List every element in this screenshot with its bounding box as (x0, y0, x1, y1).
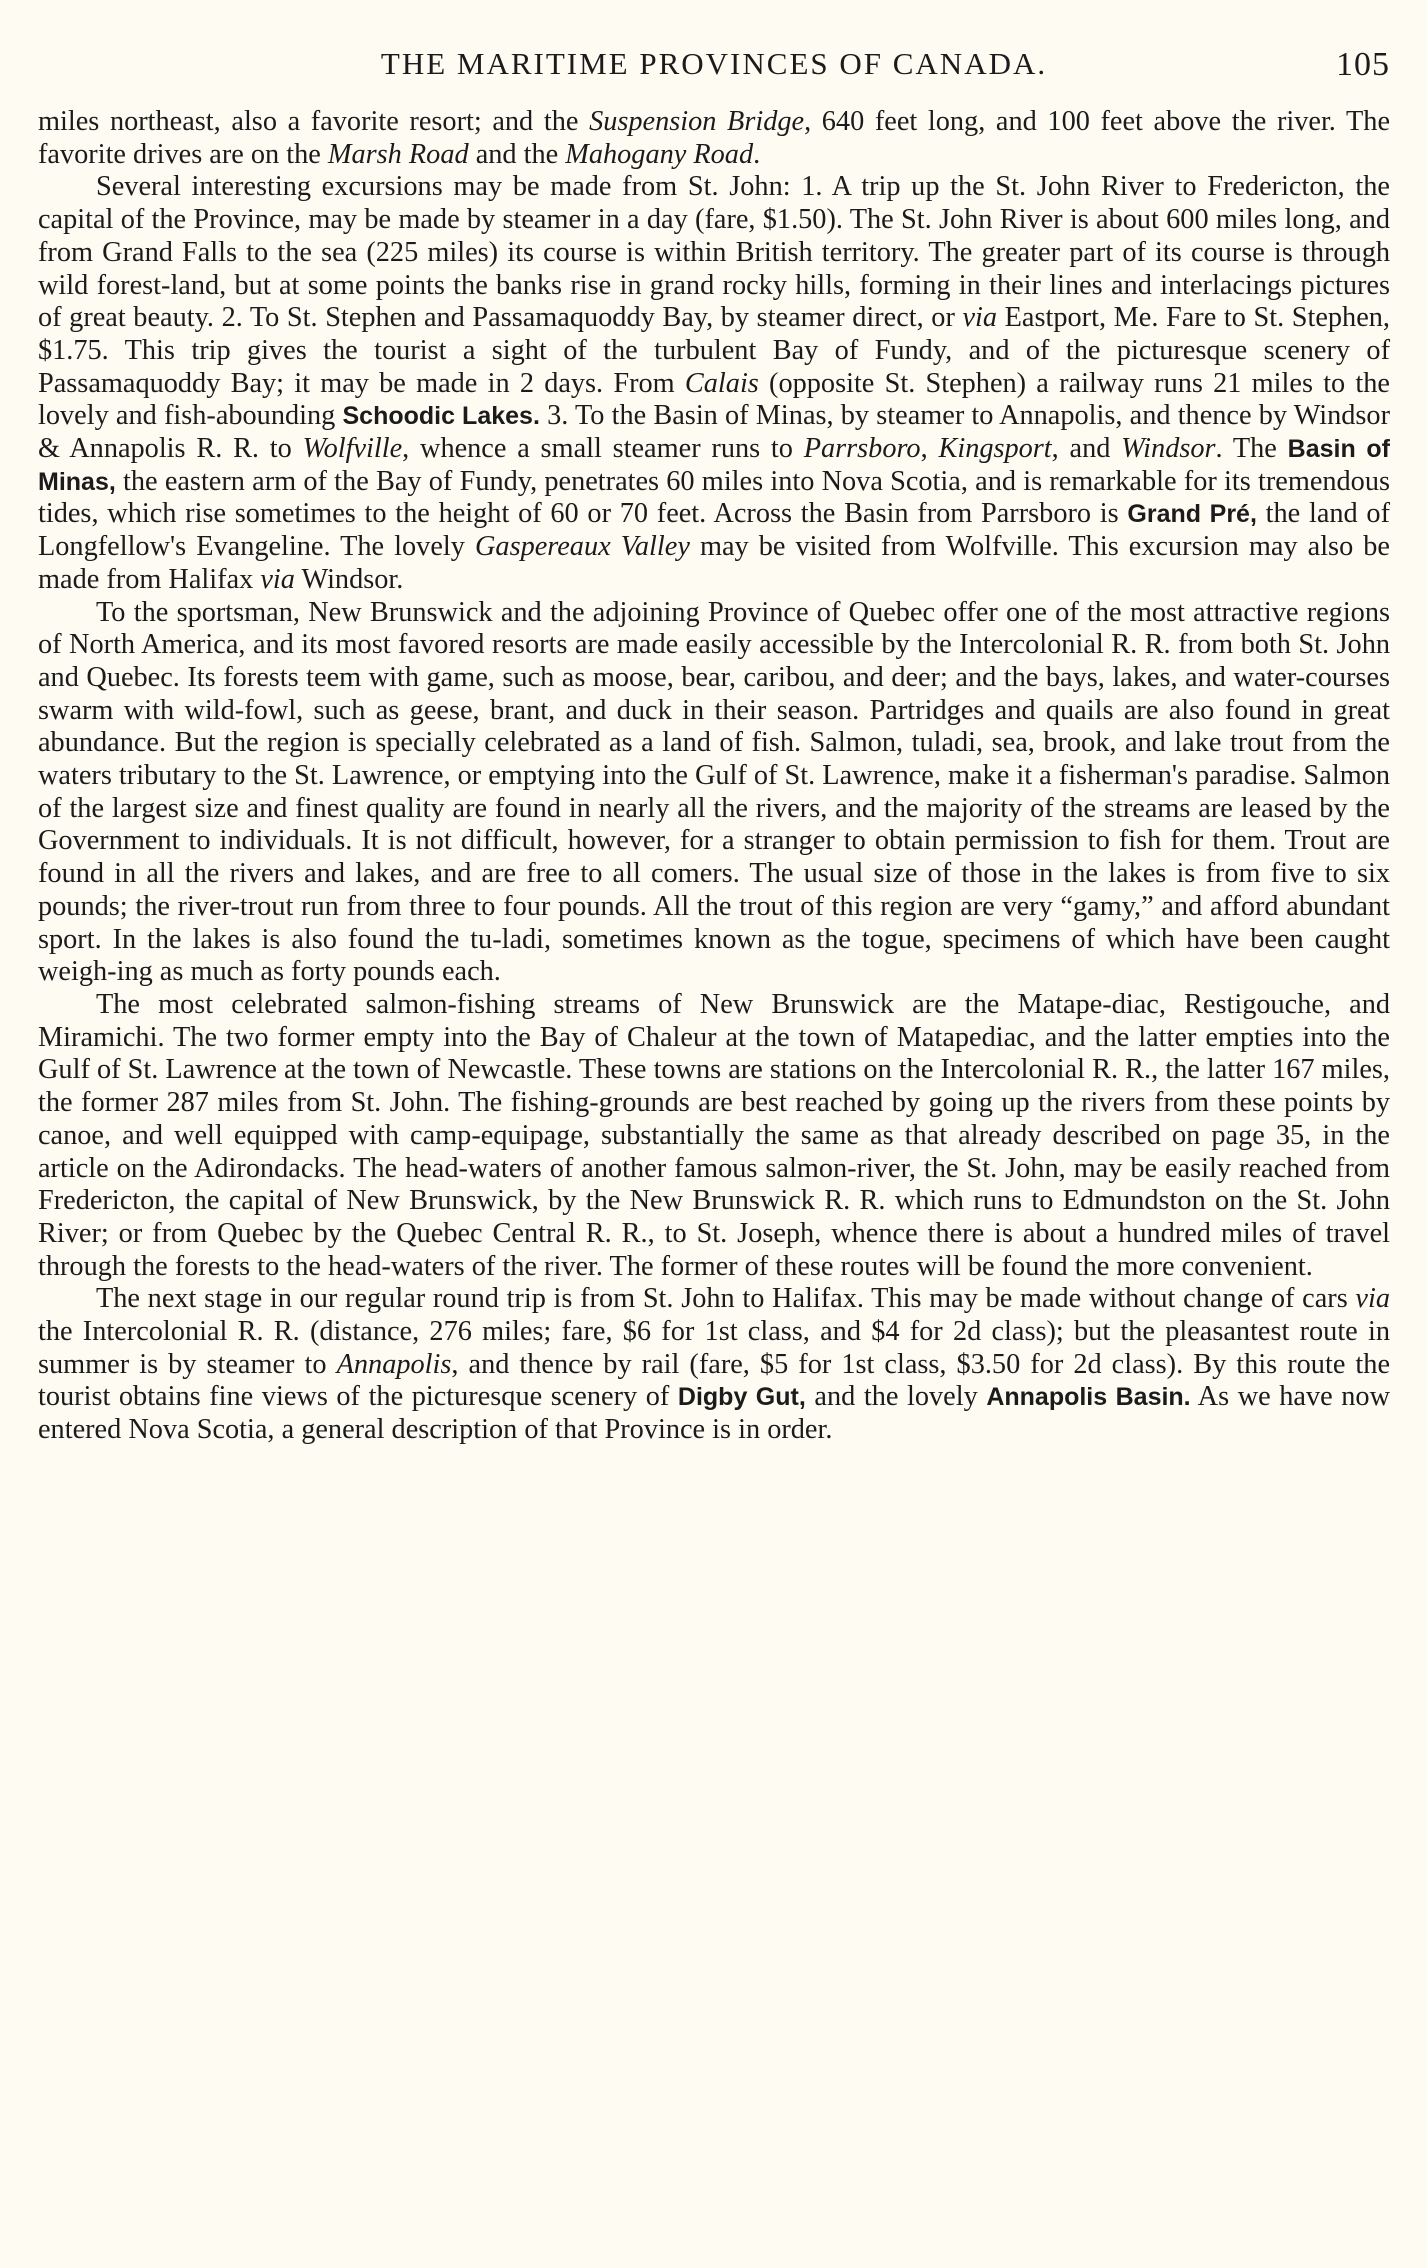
bold-run: Grand Pré, (1127, 500, 1257, 529)
italic-run: Marsh Road (327, 138, 469, 170)
running-head: THE MARITIME PROVINCES OF CANADA. (380, 46, 1048, 81)
bold-run: Basin of Minas, (38, 435, 1390, 496)
text-run: Several interesting excursions may be made from St. John: 1. A trip up the St. John River to Fredericton, the capital of the Province, may be made by steamer in a day (fare, $1.50). The St. John River is about 600 miles long, and from Grand Falls to the sea (225 miles) its course is within British territory. The greater part of its course is through wild forest-land, but at some points the banks rise in grand rocky hills, forming in their lines and interlacings pictures of great beauty. 2. To St. Stephen and Passamaquoddy Bay, by steamer direct, or (38, 171, 1390, 334)
text-run: the Intercolonial R. R. (distance, 276 miles; fare, $6 for 1st class, and $4 for 2d class); but the pleasantest route in summer is by steamer to (38, 1316, 1390, 1380)
text-run: may be visited from Wolfville. This excursion may also be made from Halifax (38, 531, 1390, 595)
text-run: As we have now entered Nova Scotia, a general description of that Province is in order. (38, 1381, 1391, 1446)
text-run: 3. To the Basin of Minas, by steamer to Annapolis, and thence by Windsor & Annapolis R. R. to (38, 400, 1391, 465)
text-run: The next stage in our regular round trip is from St. John to Halifax. This may be made without change of cars (96, 1283, 1356, 1315)
text-run: , and thence by rail (fare, $5 for 1st class, $3.50 for 2d class). By this route the tourist obtains fine views of the picturesque scenery of (38, 1348, 1391, 1413)
text-run: Windsor. (294, 563, 404, 595)
text-run: , whence a small steamer runs to (402, 433, 804, 465)
text-run: (opposite St. Stephen) a railway runs 21 miles to the lovely and fish-abounding (38, 367, 1390, 432)
italic-run: Calais (684, 367, 759, 399)
book-page (38, 46, 1390, 1447)
text-run: To the sportsman, New Brunswick and the adjoining Province of Quebec offer one of the most attractive regions of North America, and its most favored resorts are made easily accessible by the Intercolonial R. R. from both St. John and Quebec. Its forests teem with game, such as moose, bear, caribou, and deer; and the bays, lakes, and water-courses swarm with wild-fowl, such as geese, brant, and duck in their season. Partridges and quails are also found in great abundance. But the region is specially celebrated as a land of fish. Salmon, tuladi, sea, brook, and lake trout from the waters tributary to the St. Lawrence, or emptying into the Gulf of St. Lawrence, make it a fisherman's paradise. Salmon of the largest size and finest quality are found in nearly all the rivers, and the majority of the streams are leased by the Government to individuals. It is not difficult, however, for a stranger to obtain permission to fish for them. Trout are found in all the rivers and lakes, and are free to all comers. The usual size of those in the lakes is from five to six pounds; the river-trout run from three to four pounds. All the trout of this region are very “gamy,” and afford abundant sport. In the lakes is also found the tu-ladi, sometimes known as the togue, specimens of which have been caught weigh-ing as much as forty pounds each. (38, 596, 1390, 988)
text-run: Eastport, Me. Fare to St. Stephen, $1.75. This trip gives the tourist a sight of the turbulent Bay of Fundy, and of the picturesque scenery of Passamaquoddy Bay; it may be made in 2 days. From (38, 302, 1390, 399)
text-run: The most celebrated salmon-fishing streams of New Brunswick are the Matape-diac, Restigouche, and Miramichi. The two former empty into the Bay of Chaleur at the town of Matapediac, and the latter empties into the Gulf of St. Lawrence at the town of Newcastle. These towns are stations on the Intercolonial R. R., the latter 167 miles, the former 287 miles from St. John. The fishing-grounds are best reached by going up the rivers from these points by canoe, and well equipped with camp-equipage, substantially the same as that already described on page 35, in the article on the Adirondacks. The head-waters of another famous salmon-river, the St. John, may be easily reached from Fredericton, the capital of New Brunswick, by the New Brunswick R. R. which runs to Edmundston on the St. John River; or from Quebec by the Quebec Central R. R., to St. Joseph, whence there is about a hundred miles of travel through the forests to the head-waters of the river. The former of these routes will be found the more convenient. (38, 988, 1390, 1282)
text-run: . (753, 138, 761, 170)
italic-run: Annapolis (336, 1348, 452, 1380)
italic-run: Mahogany Road (565, 138, 754, 170)
paragraph-4 (38, 989, 1390, 1283)
italic-run: via (260, 563, 295, 595)
italic-run: Parrsboro (803, 433, 921, 465)
paragraph-2 (38, 171, 1390, 596)
text-run: the land of Longfellow's Evangeline. The lovely (38, 498, 1390, 563)
text-run: miles northeast, also a favorite resort; and the (38, 106, 590, 137)
bold-run: Digby Gut, (677, 1383, 806, 1412)
page-header (38, 46, 1390, 102)
italic-run: Wolfville (302, 433, 403, 465)
text-run: and the (468, 138, 566, 170)
italic-run: Windsor (1121, 433, 1216, 465)
italic-run: Suspension Bridge (589, 106, 805, 137)
text-run: , and (1051, 433, 1122, 465)
italic-run: Kingsport (938, 433, 1052, 465)
text-run: , 640 feet long, and 100 feet above the river. The favorite drives are on the (38, 106, 1391, 170)
italic-run: via (1355, 1283, 1390, 1315)
paragraph-3 (38, 597, 1390, 989)
bold-run: Annapolis Basin. (986, 1383, 1191, 1412)
paragraph-5 (38, 1283, 1390, 1447)
text-run: , (920, 433, 939, 465)
text-run: . The (1215, 433, 1288, 465)
italic-run: Gaspereaux Valley (474, 531, 690, 563)
page-number: 105 (1336, 46, 1390, 83)
text-run: and the lovely (805, 1381, 987, 1413)
italic-run: via (962, 302, 998, 334)
bold-run: Schoodic Lakes. (342, 402, 540, 431)
text-run: the eastern arm of the Bay of Fundy, penetrates 60 miles into Nova Scotia, and is remarkable for its tremendous tides, which rise sometimes to the height of 60 or 70 feet. Across the Basin from Parrsboro is (38, 465, 1390, 530)
paragraph-1 (38, 106, 1390, 171)
